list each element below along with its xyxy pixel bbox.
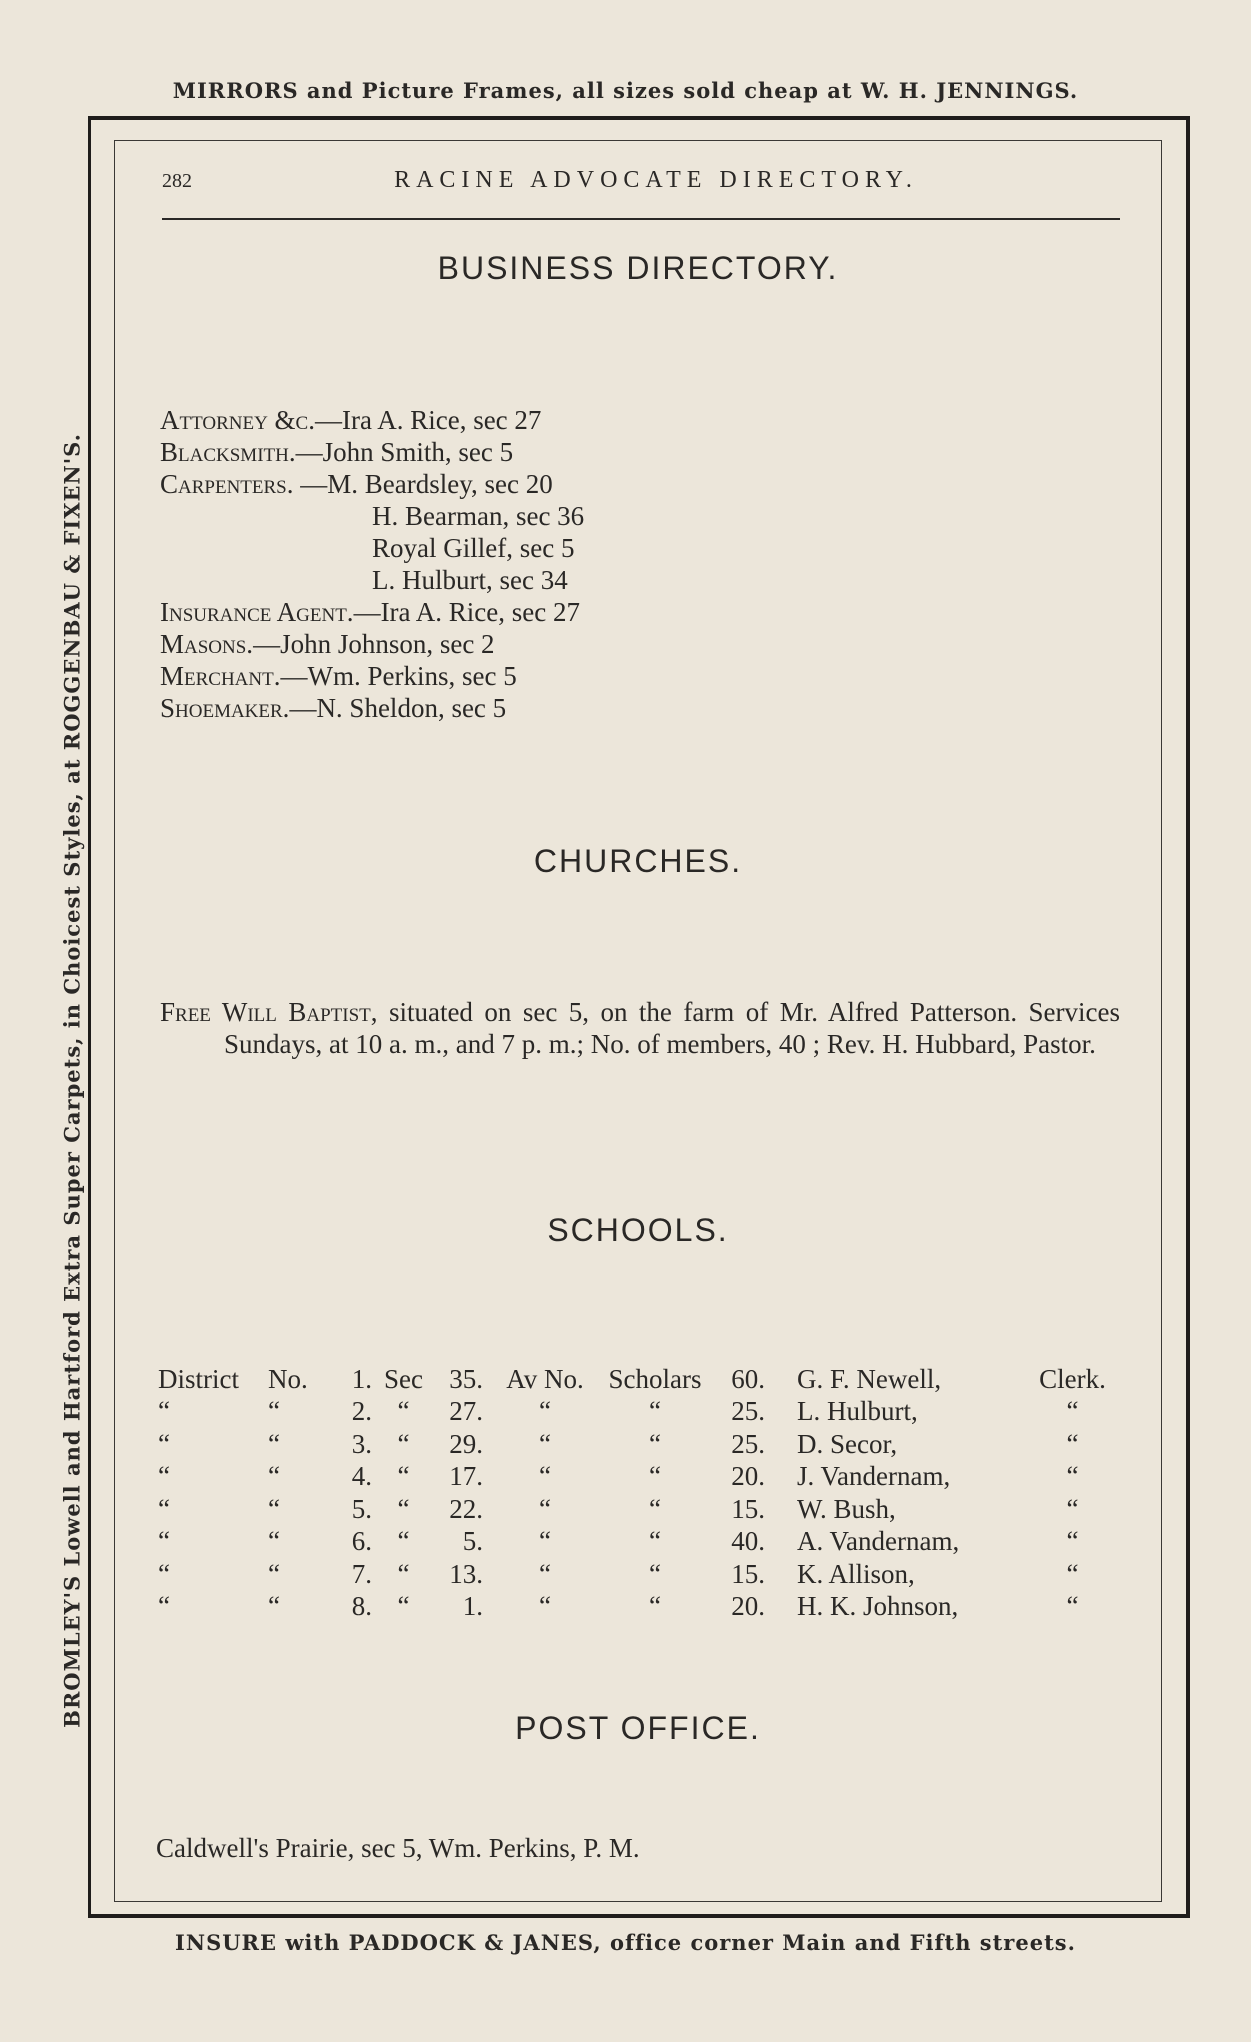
section-number: 13. <box>449 1558 483 1589</box>
district-label: “ <box>158 1493 170 1524</box>
scholars-count: 25. <box>731 1428 765 1459</box>
scholars-label: “ <box>649 1591 661 1622</box>
district-label: “ <box>158 1396 170 1427</box>
entry-name: L. Hulburt, sec 34 <box>372 565 568 595</box>
clerk-name: W. Bush, <box>797 1493 896 1524</box>
business-entry <box>160 468 584 500</box>
average-label: “ <box>539 1558 551 1589</box>
business-entry <box>160 628 584 660</box>
district-number: 3. <box>351 1428 372 1459</box>
school-row <box>158 1363 1122 1396</box>
entry-name: —Wm. Perkins, sec 5 <box>280 661 517 691</box>
post-office-heading: POST OFFICE. <box>515 1710 761 1746</box>
running-title: RACINE ADVOCATE DIRECTORY. <box>394 167 918 193</box>
business-entry-continued <box>160 564 584 596</box>
district-label: “ <box>158 1591 170 1622</box>
entry-name: Royal Gillef, sec 5 <box>372 533 575 563</box>
side-advertisement: BROMLEY'S Lowell and Hartford Extra Super Carpets, in Choicest Styles, at ROGGENBAU & FIXEN'S. <box>59 433 85 1728</box>
churches-heading: CHURCHES. <box>533 843 743 879</box>
clerk-name: G. F. Newell, <box>797 1363 942 1394</box>
clerk-role: “ <box>1066 1558 1079 1589</box>
number-label: “ <box>268 1428 280 1459</box>
business-entry-continued <box>160 500 584 532</box>
district-number: 8. <box>351 1591 372 1622</box>
sec-label: “ <box>397 1396 410 1427</box>
top-advertisement: MIRRORS and Picture Frames, all sizes sold cheap at W. H. JENNINGS. <box>172 78 1079 103</box>
clerk-role: “ <box>1066 1461 1079 1492</box>
school-row <box>158 1396 1122 1429</box>
district-label: “ <box>158 1558 170 1589</box>
clerk-name: H. K. Johnson, <box>797 1591 959 1622</box>
entry-category: Carpenters. <box>160 469 294 499</box>
school-row <box>158 1461 1122 1494</box>
business-entry-continued <box>160 532 584 564</box>
school-row <box>158 1493 1122 1526</box>
clerk-role: “ <box>1066 1526 1079 1557</box>
sec-label: “ <box>397 1493 410 1524</box>
school-row <box>158 1428 1122 1461</box>
entry-category: Blacksmith. <box>160 437 296 467</box>
clerk-role: “ <box>1066 1428 1079 1459</box>
sec-label: “ <box>397 1558 410 1589</box>
district-label: “ <box>158 1461 170 1492</box>
district-number: 6. <box>351 1526 372 1557</box>
clerk-name: J. Vandernam, <box>797 1461 951 1492</box>
page-number: 282 <box>162 170 192 192</box>
scholars-label: “ <box>649 1526 661 1557</box>
sec-label: Sec <box>384 1363 423 1394</box>
number-label: “ <box>268 1461 280 1492</box>
number-label: “ <box>268 1591 280 1622</box>
section-number: 22. <box>449 1493 483 1524</box>
scholars-count: 60. <box>731 1363 765 1394</box>
sec-label: “ <box>397 1461 410 1492</box>
running-head <box>162 167 1120 197</box>
business-directory-heading: BUSINESS DIRECTORY. <box>437 250 839 286</box>
district-number: 1. <box>351 1363 372 1394</box>
entry-name: H. Bearman, sec 36 <box>372 501 585 531</box>
school-row <box>158 1526 1122 1559</box>
average-label: “ <box>539 1526 551 1557</box>
entry-name: —N. Sheldon, sec 5 <box>289 693 507 723</box>
entry-category: Insurance Agent. <box>160 597 354 627</box>
scholars-count: 40. <box>731 1526 765 1557</box>
section-number: 29. <box>449 1428 483 1459</box>
clerk-role: “ <box>1066 1493 1079 1524</box>
school-row <box>158 1558 1122 1591</box>
average-label: “ <box>539 1591 551 1622</box>
entry-category: Merchant. <box>160 661 281 691</box>
number-label: “ <box>268 1396 280 1427</box>
district-number: 5. <box>351 1493 372 1524</box>
scholars-count: 15. <box>731 1493 765 1524</box>
district-label: “ <box>158 1526 170 1557</box>
scholars-label: “ <box>649 1396 661 1427</box>
number-label: No. <box>268 1363 308 1394</box>
section-number: 17. <box>449 1461 483 1492</box>
entry-name: —John Johnson, sec 2 <box>253 629 495 659</box>
entry-name: —M. Beardsley, sec 20 <box>293 469 553 499</box>
clerk-role: Clerk. <box>1039 1363 1106 1394</box>
district-label: “ <box>158 1428 170 1459</box>
average-label: “ <box>539 1428 551 1459</box>
business-entry <box>160 660 584 692</box>
bottom-advertisement: INSURE with PADDOCK & JANES, office corner Main and Fifth streets. <box>175 1930 1076 1955</box>
school-row <box>158 1591 1122 1624</box>
church-entry <box>160 996 1120 1060</box>
scholars-label: “ <box>649 1428 661 1459</box>
scholars-count: 25. <box>731 1396 765 1427</box>
average-label: “ <box>539 1461 551 1492</box>
district-number: 2. <box>351 1396 372 1427</box>
district-number: 4. <box>351 1461 372 1492</box>
entry-category: Masons. <box>160 629 254 659</box>
entry-name: —Ira A. Rice, sec 27 <box>353 597 580 627</box>
business-entries <box>160 404 584 724</box>
scholars-count: 15. <box>731 1558 765 1589</box>
sec-label: “ <box>397 1428 410 1459</box>
average-label: Av No. <box>506 1363 584 1394</box>
number-label: “ <box>268 1526 280 1557</box>
church-name: Free Will Baptist, <box>160 997 378 1027</box>
average-label: “ <box>539 1493 551 1524</box>
entry-category: Attorney &c. <box>160 405 315 435</box>
schools-heading: SCHOOLS. <box>547 1212 729 1248</box>
average-label: “ <box>539 1396 551 1427</box>
sec-label: “ <box>397 1591 410 1622</box>
district-number: 7. <box>351 1558 372 1589</box>
business-entry <box>160 404 584 436</box>
scholars-label: “ <box>649 1558 661 1589</box>
number-label: “ <box>268 1493 280 1524</box>
scholars-label: “ <box>649 1493 661 1524</box>
scholars-count: 20. <box>731 1461 765 1492</box>
section-number: 5. <box>462 1526 483 1557</box>
sec-label: “ <box>397 1526 410 1557</box>
church-description: situated on sec 5, on the farm of Mr. Alfred Patterson. Services Sundays, at 10 a. m., and 7 p. m.; No. of members, 40 ; Rev. H. Hubbard, Pastor. <box>224 997 1120 1059</box>
section-number: 27. <box>449 1396 483 1427</box>
district-label: District <box>158 1363 239 1394</box>
clerk-name: D. Secor, <box>797 1428 898 1459</box>
clerk-role: “ <box>1066 1591 1079 1622</box>
header-rule <box>162 218 1120 220</box>
clerk-name: K. Allison, <box>797 1558 915 1589</box>
clerk-name: A. Vandernam, <box>797 1526 960 1557</box>
clerk-role: “ <box>1066 1396 1079 1427</box>
schools-table <box>158 1363 1122 1623</box>
entry-category: Shoemaker. <box>160 693 290 723</box>
scholars-label: Scholars <box>608 1363 702 1394</box>
post-office-entry: Caldwell's Prairie, sec 5, Wm. Perkins, P. M. <box>156 1833 640 1863</box>
business-entry <box>160 436 584 468</box>
scholars-label: “ <box>649 1461 661 1492</box>
entry-name: —Ira A. Rice, sec 27 <box>314 405 542 435</box>
number-label: “ <box>268 1558 280 1589</box>
scholars-count: 20. <box>731 1591 765 1622</box>
section-number: 35. <box>449 1363 483 1394</box>
business-entry <box>160 692 584 724</box>
clerk-name: L. Hulburt, <box>797 1396 918 1427</box>
business-entry <box>160 596 584 628</box>
entry-name: —John Smith, sec 5 <box>295 437 514 467</box>
section-number: 1. <box>462 1591 483 1622</box>
